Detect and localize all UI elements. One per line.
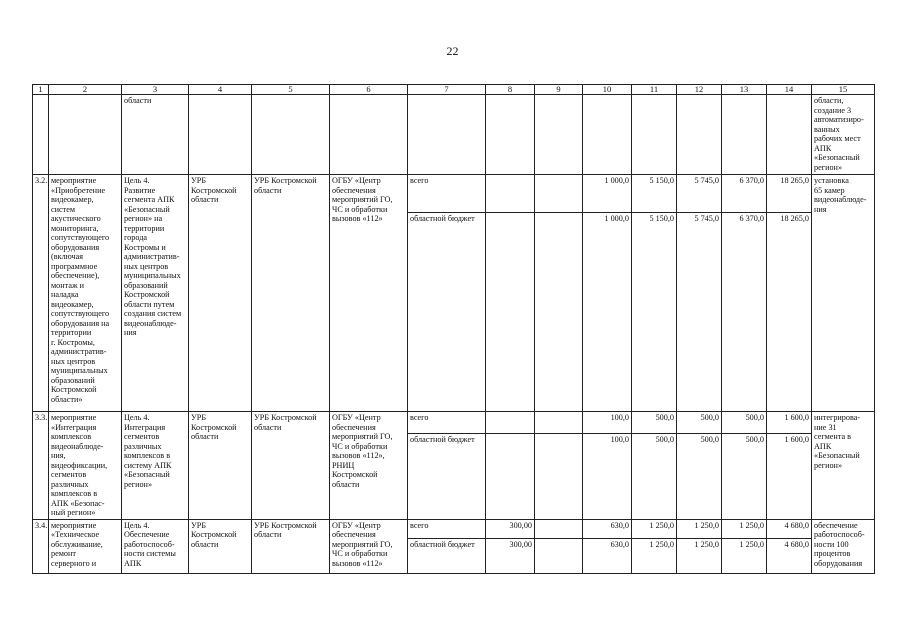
column-header: 2 xyxy=(49,85,122,95)
coordinator-cell: УРБ Костромской области xyxy=(189,175,252,412)
column-header: 4 xyxy=(189,85,252,95)
amount-cell: 4 680,0 xyxy=(767,519,812,538)
goal-cell: Цель 4. Обеспечение работоспособ- ности системы АПК xyxy=(122,519,189,573)
amount-cell: 630,0 xyxy=(583,538,632,573)
amount-cell: 500,0 xyxy=(632,433,677,519)
column-header: 9 xyxy=(535,85,583,95)
source-label: всего xyxy=(408,175,486,213)
responsible-cell: УРБ Костромской области xyxy=(252,412,330,520)
amount-cell xyxy=(535,433,583,519)
coordinator-cell: УРБ Костромской области xyxy=(189,412,252,520)
amount-cell: 5 150,0 xyxy=(632,175,677,213)
source-label: всего xyxy=(408,412,486,434)
column-header: 15 xyxy=(812,85,875,95)
result-cell: обеспечение работоспособ- ности 100 процентов оборудования xyxy=(812,519,875,573)
result-cell: области, создание 3 автоматизиро- ванных рабочих мест АПК «Безопасный регион» xyxy=(812,95,875,175)
amount-cell: 1 250,0 xyxy=(677,538,722,573)
amount-cell xyxy=(535,519,583,538)
amount-cell: 1 600,0 xyxy=(767,433,812,519)
row-number: 3.4. xyxy=(33,519,49,573)
responsible-cell: УРБ Костромской области xyxy=(252,519,330,573)
amount-cell: 1 250,0 xyxy=(632,538,677,573)
column-header: 6 xyxy=(330,85,408,95)
column-header: 14 xyxy=(767,85,812,95)
amount-cell: 100,0 xyxy=(583,412,632,434)
column-header: 7 xyxy=(408,85,486,95)
amount-cell: 18 265,0 xyxy=(767,175,812,213)
source-label: областной бюджет xyxy=(408,433,486,519)
executor-cell: ОГБУ «Центр обеспечения мероприятий ГО, ЧС и обработки вызовов «112» xyxy=(330,519,408,573)
event-cell: мероприятие «Приобретение видеокамер, систем акустического мониторинга, сопутствующего оборудования (включая программное обеспечение), монтаж и наладка видеокамер, сопутствующего оборудования на территории г. Костромы, административ- ных центров муниципальных образований Костромской области» xyxy=(49,175,122,412)
amount-cell xyxy=(535,213,583,412)
column-header: 10 xyxy=(583,85,632,95)
event-cell: мероприятие «Интеграция комплексов видеонаблюде- ния, видеофиксации, сегментов различных комплексов в АПК «Безопас- ный регион» xyxy=(49,412,122,520)
column-header: 13 xyxy=(722,85,767,95)
amount-cell: 300,00 xyxy=(486,538,535,573)
coordinator-cell: УРБ Костромской области xyxy=(189,519,252,573)
amount-cell: 1 250,0 xyxy=(677,519,722,538)
table-row xyxy=(33,175,875,213)
amount-cell: 5 745,0 xyxy=(677,213,722,412)
amount-cell xyxy=(535,175,583,213)
amount-cell: 500,0 xyxy=(677,433,722,519)
amount-cell: 1 250,0 xyxy=(722,538,767,573)
source-label: областной бюджет xyxy=(408,213,486,412)
amount-cell xyxy=(486,412,535,434)
goal-cell: области xyxy=(122,95,189,175)
executor-cell: ОГБУ «Центр обеспечения мероприятий ГО, ЧС и обработки вызовов «112», РНИЦ Костромской области xyxy=(330,412,408,520)
amount-cell xyxy=(486,213,535,412)
amount-cell xyxy=(486,433,535,519)
amount-cell: 500,0 xyxy=(677,412,722,434)
table-row xyxy=(33,412,875,434)
responsible-cell: УРБ Костромской области xyxy=(252,175,330,412)
column-header: 1 xyxy=(33,85,49,95)
continuation-row xyxy=(33,95,875,175)
goal-cell: Цель 4. Интеграция сегментов различных комплексов в систему АПК «Безопасный регион» xyxy=(122,412,189,520)
event-cell: мероприятие «Техническое обслуживание, ремонт серверного и xyxy=(49,519,122,573)
amount-cell: 18 265,0 xyxy=(767,213,812,412)
table-row xyxy=(33,519,875,538)
amount-cell: 500,0 xyxy=(632,412,677,434)
goal-cell: Цель 4. Развитие сегмента АПК «Безопасный регион» на территории города Костромы и административ- ных центров муниципальных образований Костромской области путем создания систем видеонаблюде- ния xyxy=(122,175,189,412)
amount-cell: 500,0 xyxy=(722,433,767,519)
executor-cell: ОГБУ «Центр обеспечения мероприятий ГО, ЧС и обработки вызовов «112» xyxy=(330,175,408,412)
amount-cell xyxy=(535,412,583,434)
result-cell: установка 65 камер видеонаблюде- ния xyxy=(812,175,875,412)
amount-cell: 630,0 xyxy=(583,519,632,538)
amount-cell: 5 745,0 xyxy=(677,175,722,213)
amount-cell: 500,0 xyxy=(722,412,767,434)
column-header: 11 xyxy=(632,85,677,95)
amount-cell: 4 680,0 xyxy=(767,538,812,573)
amount-cell: 1 000,0 xyxy=(583,175,632,213)
amount-cell: 6 370,0 xyxy=(722,175,767,213)
column-header: 3 xyxy=(122,85,189,95)
amount-cell: 1 250,0 xyxy=(632,519,677,538)
row-number: 3.2. xyxy=(33,175,49,412)
amount-cell: 100,0 xyxy=(583,433,632,519)
result-cell: интегрирова- ние 31 сегмента в АПК «Безопасный регион» xyxy=(812,412,875,520)
amount-cell xyxy=(486,175,535,213)
amount-cell: 1 000,0 xyxy=(583,213,632,412)
row-number: 3.3. xyxy=(33,412,49,520)
amount-cell: 6 370,0 xyxy=(722,213,767,412)
amount-cell: 300,00 xyxy=(486,519,535,538)
amount-cell: 1 250,0 xyxy=(722,519,767,538)
budget-table xyxy=(32,84,875,574)
column-header: 8 xyxy=(486,85,535,95)
column-header: 12 xyxy=(677,85,722,95)
column-header: 5 xyxy=(252,85,330,95)
amount-cell: 5 150,0 xyxy=(632,213,677,412)
source-label: областной бюджет xyxy=(408,538,486,573)
source-label: всего xyxy=(408,519,486,538)
amount-cell: 1 600,0 xyxy=(767,412,812,434)
column-header-row xyxy=(33,85,875,95)
page-number: 22 xyxy=(446,44,459,58)
amount-cell xyxy=(535,538,583,573)
